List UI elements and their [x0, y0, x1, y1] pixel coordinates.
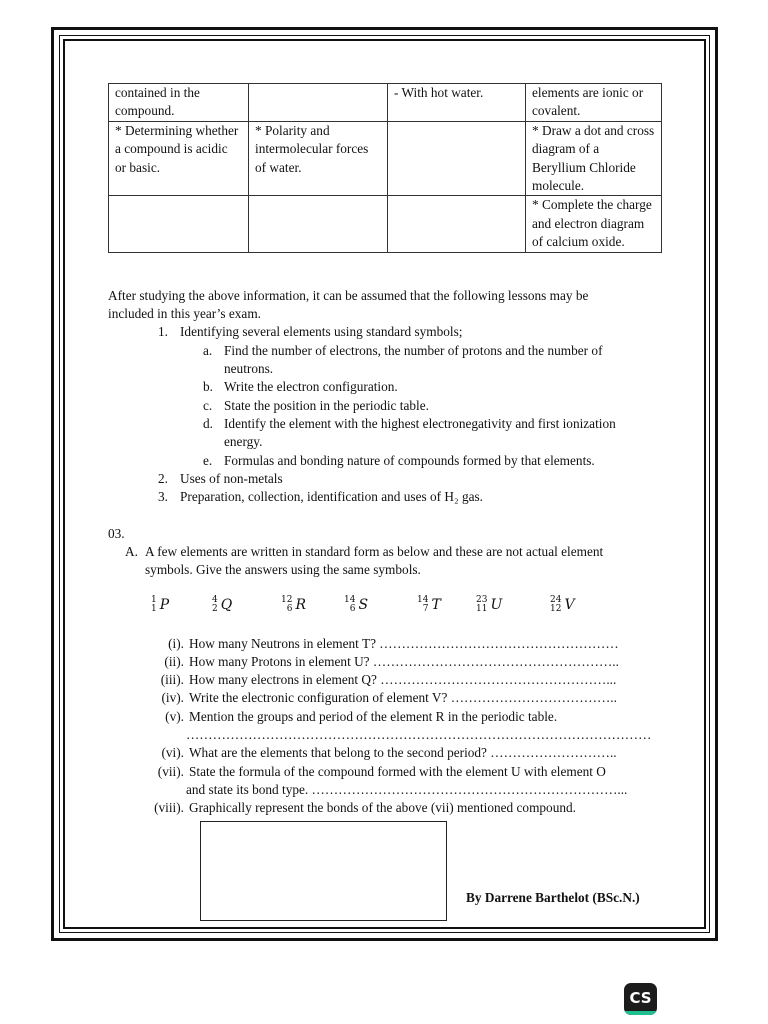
- sub-question: [130, 763, 670, 781]
- sub-question-text: How many electrons in element Q? ……………………………………………...: [189, 672, 617, 687]
- sub-item-letter: e.: [203, 453, 213, 468]
- element-symbol: [550, 596, 575, 614]
- mass-number: 23: [476, 595, 488, 606]
- camscanner-logo-text: CS: [629, 989, 652, 1007]
- sub-question-number: (vi).: [161, 745, 184, 760]
- atomic-number: 12: [550, 604, 562, 615]
- element-symbol: [281, 596, 306, 614]
- sub-question: [130, 653, 670, 671]
- mass-number: 14: [344, 595, 356, 606]
- table-cell: [109, 196, 249, 252]
- symbol-letter: R: [295, 597, 306, 613]
- part-text-line: symbols. Give the answers using the same symbols.: [145, 562, 421, 578]
- sub-question-text: State the formula of the compound formed with the element U with element O: [189, 764, 606, 779]
- element-symbol: [151, 596, 169, 614]
- table-cell: [388, 121, 526, 196]
- sub-item-text: Formulas and bonding nature of compounds formed by that elements.: [224, 453, 595, 468]
- sub-item-text: Find the number of electrons, the number of protons and the number of neutrons.: [224, 343, 603, 377]
- intro-line: included in this year’s exam.: [108, 306, 261, 322]
- author-byline: By Darrene Barthelot (BSc.N.): [466, 890, 640, 905]
- lesson-text: Identifying several elements using standard symbols;: [180, 324, 463, 339]
- lesson-text: Preparation, collection, identification and uses of H₂ gas.: [180, 489, 483, 504]
- sub-question-text: What are the elements that belong to the second period? ………………………..: [189, 745, 617, 760]
- logo-stripe: [624, 1011, 657, 1015]
- sub-question: [130, 744, 670, 762]
- sub-question-number: (iv).: [161, 690, 184, 705]
- sub-question: [130, 689, 670, 707]
- table-row: [109, 84, 662, 122]
- table-cell: - With hot water.: [388, 84, 526, 122]
- table-cell: elements are ionic or covalent.: [526, 84, 662, 122]
- lesson-item: [158, 488, 483, 506]
- sub-question-text: How many Neutrons in element T? ………………………………………………: [189, 636, 619, 651]
- element-symbol: [417, 596, 441, 614]
- table-row: [109, 196, 662, 252]
- mass-number: 14: [417, 595, 429, 606]
- intro-paragraph: [108, 287, 668, 324]
- symbol-letter: S: [358, 597, 369, 613]
- sub-question-number: (v).: [165, 709, 184, 724]
- table-cell: * Draw a dot and cross diagram of a Beryllium Chloride molecule.: [526, 121, 662, 196]
- atomic-number: 6: [286, 604, 293, 615]
- sub-item: [203, 342, 663, 379]
- sub-item-letter: b.: [203, 379, 213, 394]
- sub-question: [130, 635, 670, 653]
- table-row: [109, 121, 662, 196]
- symbol-letter: P: [159, 597, 170, 613]
- sub-question-text: Graphically represent the bonds of the above (vii) mentioned compound.: [189, 800, 576, 815]
- answer-box: [200, 821, 447, 921]
- table-cell: [249, 84, 388, 122]
- mass-number: 1: [151, 595, 157, 606]
- sub-question-number: (ii).: [164, 654, 184, 669]
- table-cell: * Determining whether a compound is acidic or basic.: [109, 121, 249, 196]
- question-part: [125, 543, 665, 580]
- element-symbol: [344, 596, 368, 614]
- sub-item-letter: a.: [203, 343, 213, 358]
- lesson-number: 1.: [158, 324, 168, 339]
- atomic-number: 11: [476, 604, 488, 615]
- sub-item-letter: c.: [203, 398, 213, 413]
- sub-item: [203, 452, 663, 470]
- sub-item-text: Write the electron configuration.: [224, 379, 398, 394]
- mass-number: 4: [212, 595, 218, 606]
- part-letter: A.: [125, 544, 138, 559]
- table-cell: contained in the compound.: [109, 84, 249, 122]
- sub-item: [203, 415, 663, 452]
- symbol-letter: V: [564, 597, 575, 613]
- lesson-item: [158, 323, 463, 341]
- sub-item-text: State the position in the periodic table.: [224, 398, 429, 413]
- element-symbol: [212, 596, 232, 614]
- element-symbol: [476, 596, 502, 614]
- sub-question: [130, 799, 670, 817]
- sub-item: [203, 378, 663, 396]
- intro-line: After studying the above information, it can be assumed that the following lessons may be: [108, 288, 589, 303]
- sub-question-text: Write the electronic configuration of element V? ………………………………..: [189, 690, 617, 705]
- question-number: 03.: [108, 526, 125, 541]
- mass-number: 24: [550, 595, 562, 606]
- table-cell: [249, 196, 388, 252]
- atomic-number: 6: [349, 604, 356, 615]
- sub-question-number: (i).: [168, 636, 184, 651]
- camscanner-logo-icon: [624, 983, 657, 1015]
- syllabus-table: [108, 83, 662, 253]
- table-cell: * Complete the charge and electron diagram of calcium oxide.: [526, 196, 662, 252]
- sub-item: [203, 397, 663, 415]
- atomic-number: 7: [422, 604, 429, 615]
- lesson-number: 2.: [158, 471, 168, 486]
- symbol-letter: T: [431, 597, 441, 613]
- table-cell: * Polarity and intermolecular forces of water.: [249, 121, 388, 196]
- sub-question-text: Mention the groups and period of the element R in the periodic table.: [189, 709, 558, 724]
- element-symbols: [0, 596, 768, 620]
- symbol-letter: Q: [220, 597, 233, 613]
- lesson-text: Uses of non-metals: [180, 471, 283, 486]
- sub-item-letter: d.: [203, 416, 213, 431]
- sub-question-text: How many Protons in element U? ………………………………………………..: [189, 654, 619, 669]
- atomic-number: 2: [212, 604, 218, 615]
- sub-question: [130, 671, 670, 689]
- symbol-letter: U: [490, 597, 503, 613]
- lesson-item: [158, 470, 283, 488]
- atomic-number: 1: [151, 604, 157, 615]
- sub-question-continuation: and state its bond type. ……………………………………………………………...: [186, 782, 628, 797]
- table-cell: [388, 196, 526, 252]
- mass-number: 12: [281, 595, 293, 606]
- sub-question: [130, 708, 670, 726]
- sub-question-number: (vii).: [157, 764, 184, 779]
- sub-question-number: (iii).: [160, 672, 184, 687]
- answer-dots: ……………………………………………………………………………………………: [186, 727, 652, 742]
- lesson-number: 3.: [158, 489, 168, 504]
- part-text-line: A few elements are written in standard form as below and these are not actual element: [145, 544, 604, 559]
- sub-item-text: Identify the element with the highest electronegativity and first ionization energy.: [224, 416, 616, 450]
- sub-question-number: (viii).: [154, 800, 184, 815]
